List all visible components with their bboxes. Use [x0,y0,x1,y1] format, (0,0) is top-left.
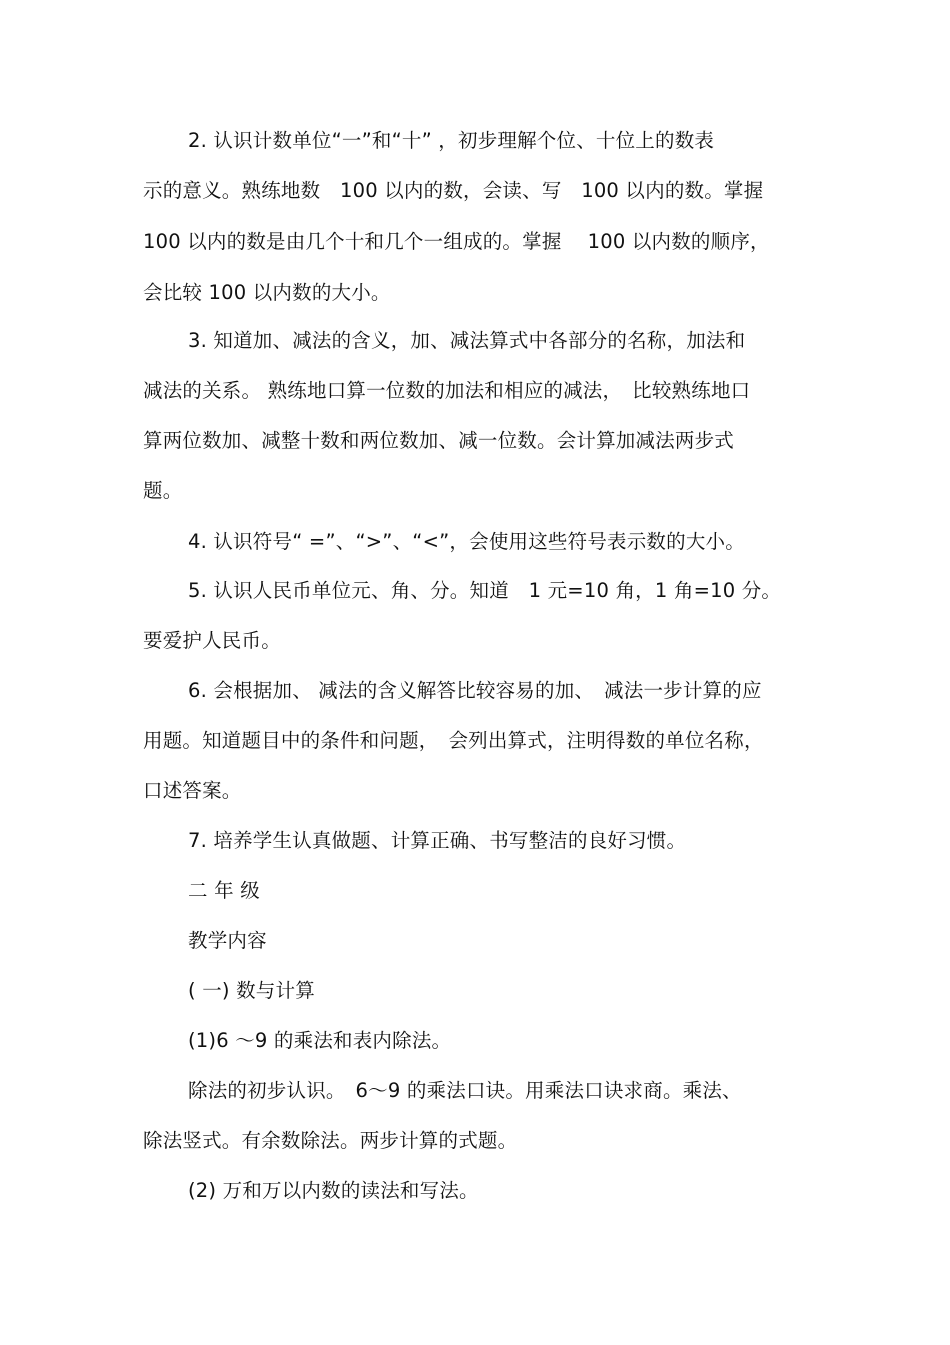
paragraph-2-line-2: 示的意义。熟练地数 100 以内的数，会读、写 100 以内的数。掌握 [143,179,764,202]
item-1-heading: (1)6 ～9 的乘法和表内除法。 [188,1029,452,1052]
paragraph-2-line-3: 100 以内的数是由几个十和几个一组成的。掌握 100 以内数的顺序， [143,230,770,253]
paragraph-2-line-1: 2. 认识计数单位“一”和“十” ，初步理解个位、十位上的数表 [188,129,715,152]
paragraph-2-line-4: 会比较 100 以内数的大小。 [143,281,391,304]
paragraph-7: 7. 培养学生认真做题、计算正确、书写整洁的良好习惯。 [188,829,687,852]
subheading-number-calculation: ( 一) 数与计算 [188,979,315,1002]
paragraph-6-line-3: 口述答案。 [143,779,242,802]
subheading-teaching-content: 教学内容 [188,929,267,952]
paragraph-6-line-1: 6. 会根据加、 减法的含义解答比较容易的加、 减法一步计算的应 [188,679,762,702]
item-1-text-line-1: 除法的初步认识。 6～9 的乘法口诀。用乘法口诀求商。乘法、 [188,1079,742,1102]
paragraph-3-line-4: 题。 [143,479,183,502]
paragraph-5-line-2: 要爱护人民币。 [143,629,281,652]
paragraph-6-line-2: 用题。知道题目中的条件和问题， 会列出算式，注明得数的单位名称， [143,729,764,752]
paragraph-3-line-2: 减法的关系。 熟练地口算一位数的加法和相应的减法， 比较熟练地口 [143,379,751,402]
item-1-text-line-2: 除法竖式。有余数除法。两步计算的式题。 [143,1129,518,1152]
paragraph-5-line-1: 5. 认识人民币单位元、角、分。知道 1 元=10 角，1 角=10 分。 [188,579,782,602]
paragraph-3-line-1: 3. 知道加、减法的含义，加、减法算式中各部分的名称，加法和 [188,329,746,352]
item-2-heading: (2) 万和万以内数的读法和写法。 [188,1179,479,1202]
section-heading-grade-2: 二 年 级 [188,879,260,902]
paragraph-3-line-3: 算两位数加、减整十数和两位数加、减一位数。会计算加减法两步式 [143,429,735,452]
paragraph-4: 4. 认识符号“ =”、“>”、“<”，会使用这些符号表示数的大小。 [188,530,745,553]
